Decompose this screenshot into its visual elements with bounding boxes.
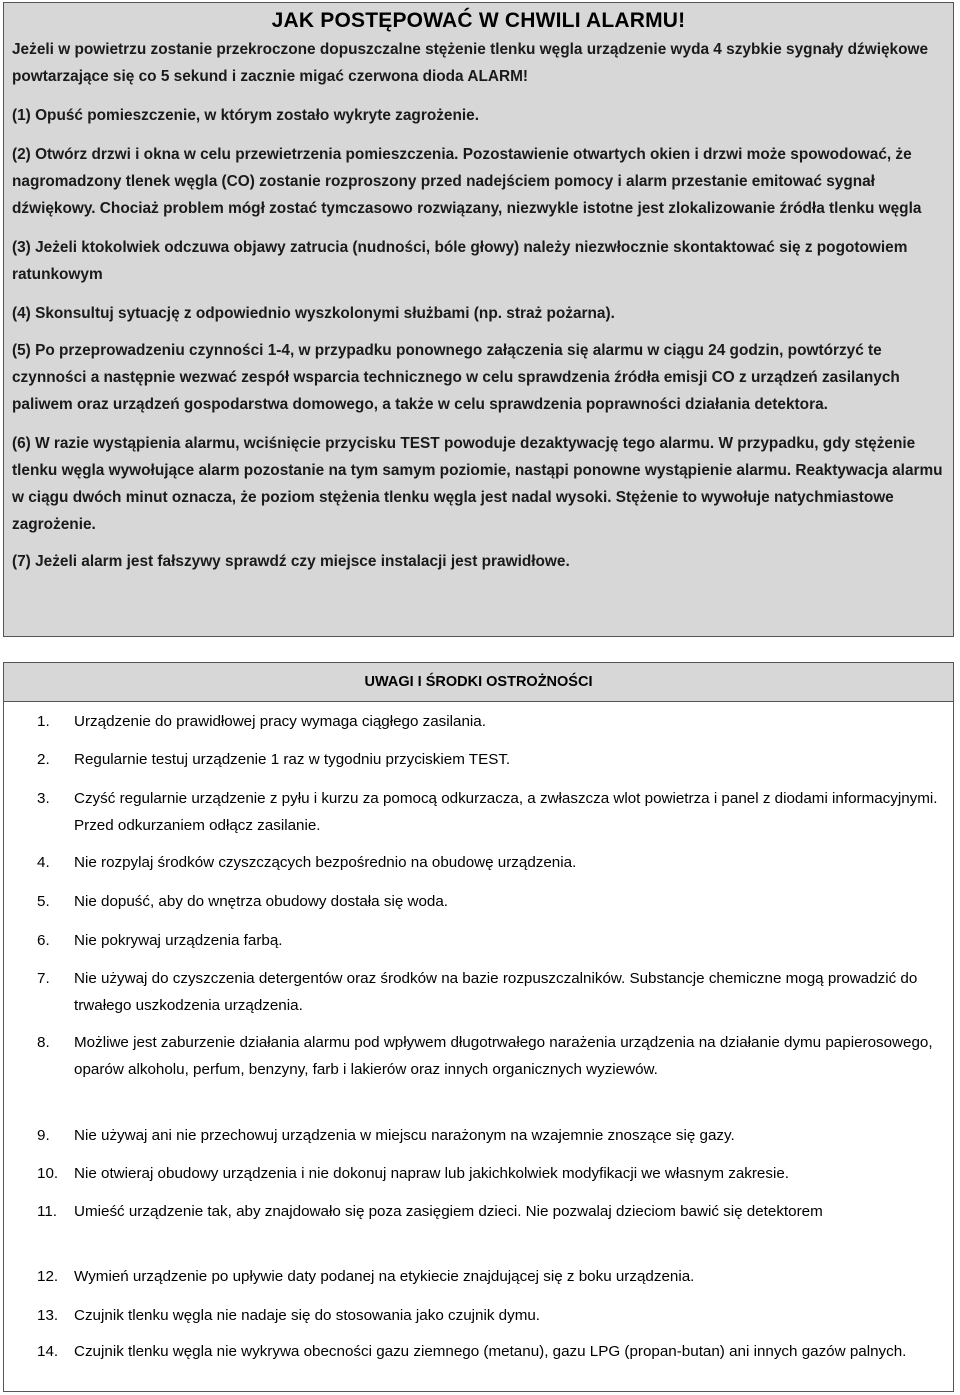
- warning-number: 4.: [37, 854, 50, 871]
- warning-number: 11.: [37, 1203, 57, 1220]
- warning-item: [4, 1198, 944, 1225]
- warning-item: [4, 1029, 944, 1083]
- warning-item: [4, 965, 944, 1019]
- warning-number: 2.: [37, 751, 50, 768]
- warning-text: Czujnik tlenku węgla nie wykrywa obecności gazu ziemnego (metanu), gazu LPG (propan-butan) ani innych gazów palnych.: [74, 1343, 907, 1360]
- warning-item: [4, 785, 944, 839]
- warning-item: [4, 1302, 944, 1329]
- warning-item: [4, 927, 944, 954]
- warning-text: Nie otwieraj obudowy urządzenia i nie dokonuj napraw lub jakichkolwiek modyfikacji we własnym zakresie.: [74, 1165, 789, 1182]
- warning-number: 10.: [37, 1165, 59, 1182]
- alarm-body: [4, 36, 953, 575]
- warning-number: 14.: [37, 1343, 59, 1360]
- warning-text: Nie dopuść, aby do wnętrza obudowy dostała się woda.: [74, 893, 449, 910]
- warning-text: Możliwe jest zaburzenie działania alarmu pod wpływem długotrwałego narażenia urządzenia na działanie dymu papierosowego, oparów alkoholu, perfum, benzyny, farb i lakierów oraz innych organicznych wyziewów.: [74, 1034, 933, 1078]
- warning-item: [4, 888, 944, 915]
- warning-text: Urządzenie do prawidłowej pracy wymaga ciągłego zasilania.: [74, 713, 486, 730]
- warning-number: 9.: [37, 1127, 50, 1144]
- alarm-intro: Jeżeli w powietrzu zostanie przekroczone dopuszczalne stężenie tlenku węgla urządzenie wyda 4 szybkie sygnały dźwiękowe powtarzające się co 5 sekund i zacznie migać czerwona dioda ALARM!: [12, 41, 929, 85]
- warning-item: [4, 1338, 944, 1365]
- warning-number: 12.: [37, 1268, 59, 1285]
- warning-number: 6.: [37, 932, 50, 949]
- warning-item: [4, 746, 944, 773]
- warning-number: 3.: [37, 790, 50, 807]
- warning-text: Wymień urządzenie po upływie daty podanej na etykiecie znajdującej się z boku urządzenia.: [74, 1268, 695, 1285]
- alarm-step-1: (1) Opuść pomieszczenie, w którym zostało wykryte zagrożenie.: [12, 107, 479, 124]
- warnings-box: [3, 662, 954, 1392]
- alarm-step-7: (7) Jeżeli alarm jest fałszywy sprawdź czy miejsce instalacji jest prawidłowe.: [12, 553, 570, 570]
- warning-number: 8.: [37, 1034, 50, 1051]
- warning-text: Nie używaj do czyszczenia detergentów oraz środków na bazie rozpuszczalników. Substancje chemiczne mogą prowadzić do trwałego uszkodzenia urządzenia.: [74, 970, 918, 1014]
- warning-text: Umieść urządzenie tak, aby znajdowało się poza zasięgiem dzieci. Nie pozwalaj dzieciom bawić się detektorem: [74, 1203, 823, 1220]
- warning-item: [4, 849, 944, 876]
- warning-text: Czujnik tlenku węgla nie nadaje się do stosowania jako czujnik dymu.: [74, 1307, 541, 1324]
- warnings-title: UWAGI I ŚRODKI OSTROŻNOŚCI: [4, 663, 953, 702]
- warning-number: 13.: [37, 1307, 59, 1324]
- alarm-step-5: (5) Po przeprowadzeniu czynności 1-4, w przypadku ponownego załączenia się alarmu w ciągu 24 godzin, powtórzyć te czynności a następnie wezwać zespół wsparcia technicznego w celu sprawdzenia źródła emisji CO z urządzeń zasilanych paliwem oraz urządzeń gospodarstwa domowego, a także w celu sprawdzenia poprawności działania detektora.: [12, 342, 900, 413]
- warning-text: Nie używaj ani nie przechowuj urządzenia w miejscu narażonym na wzajemnie znoszące się gazy.: [74, 1127, 735, 1144]
- alarm-step-2: (2) Otwórz drzwi i okna w celu przewietrzenia pomieszczenia. Pozostawienie otwartych okien i drzwi może spowodować, że nagromadzony tlenek węgla (CO) zostanie rozproszony przed nadejściem pomocy i alarm przestanie emitować sygnał dźwiękowy. Chociaż problem mógł zostać tymczasowo rozwiązany, niezwykle istotne jest zlokalizowanie źródła tlenku węgla: [12, 146, 922, 217]
- warning-item: [4, 708, 944, 735]
- warning-text: Regularnie testuj urządzenie 1 raz w tygodniu przyciskiem TEST.: [74, 751, 511, 768]
- alarm-step-4: (4) Skonsultuj sytuację z odpowiednio wyszkolonymi służbami (np. straż pożarna).: [12, 305, 615, 322]
- alarm-instructions-box: [3, 2, 954, 637]
- warning-item: [4, 1160, 944, 1187]
- warning-item: [4, 1263, 944, 1290]
- warning-number: 5.: [37, 893, 50, 910]
- warning-text: Nie rozpylaj środków czyszczących bezpośrednio na obudowę urządzenia.: [74, 854, 577, 871]
- alarm-step-6: (6) W razie wystąpienia alarmu, wciśnięcie przycisku TEST powoduje dezaktywację tego alarmu. W przypadku, gdy stężenie tlenku węgla wywołujące alarm pozostanie na tym samym poziomie, nastąpi ponowne wystąpienie alarmu. Reaktywacja alarmu w ciągu dwóch minut oznacza, że poziom stężenia tlenku węgla jest nadal wysoki. Stężenie to wywołuje natychmiastowe zagrożenie.: [12, 435, 943, 533]
- warning-text: Nie pokrywaj urządzenia farbą.: [74, 932, 283, 949]
- warning-number: 7.: [37, 970, 50, 987]
- alarm-title: JAK POSTĘPOWAĆ W CHWILI ALARMU!: [271, 9, 686, 32]
- warning-number: 1.: [37, 713, 50, 730]
- alarm-step-3: (3) Jeżeli ktokolwiek odczuwa objawy zatrucia (nudności, bóle głowy) należy niezwłocznie skontaktować się z pogotowiem ratunkowym: [12, 239, 908, 283]
- warning-item: [4, 1122, 944, 1149]
- warning-text: Czyść regularnie urządzenie z pyłu i kurzu za pomocą odkurzacza, a zwłaszcza wlot powietrza i panel z diodami informacyjnymi. Przed odkurzaniem odłącz zasilanie.: [74, 790, 938, 834]
